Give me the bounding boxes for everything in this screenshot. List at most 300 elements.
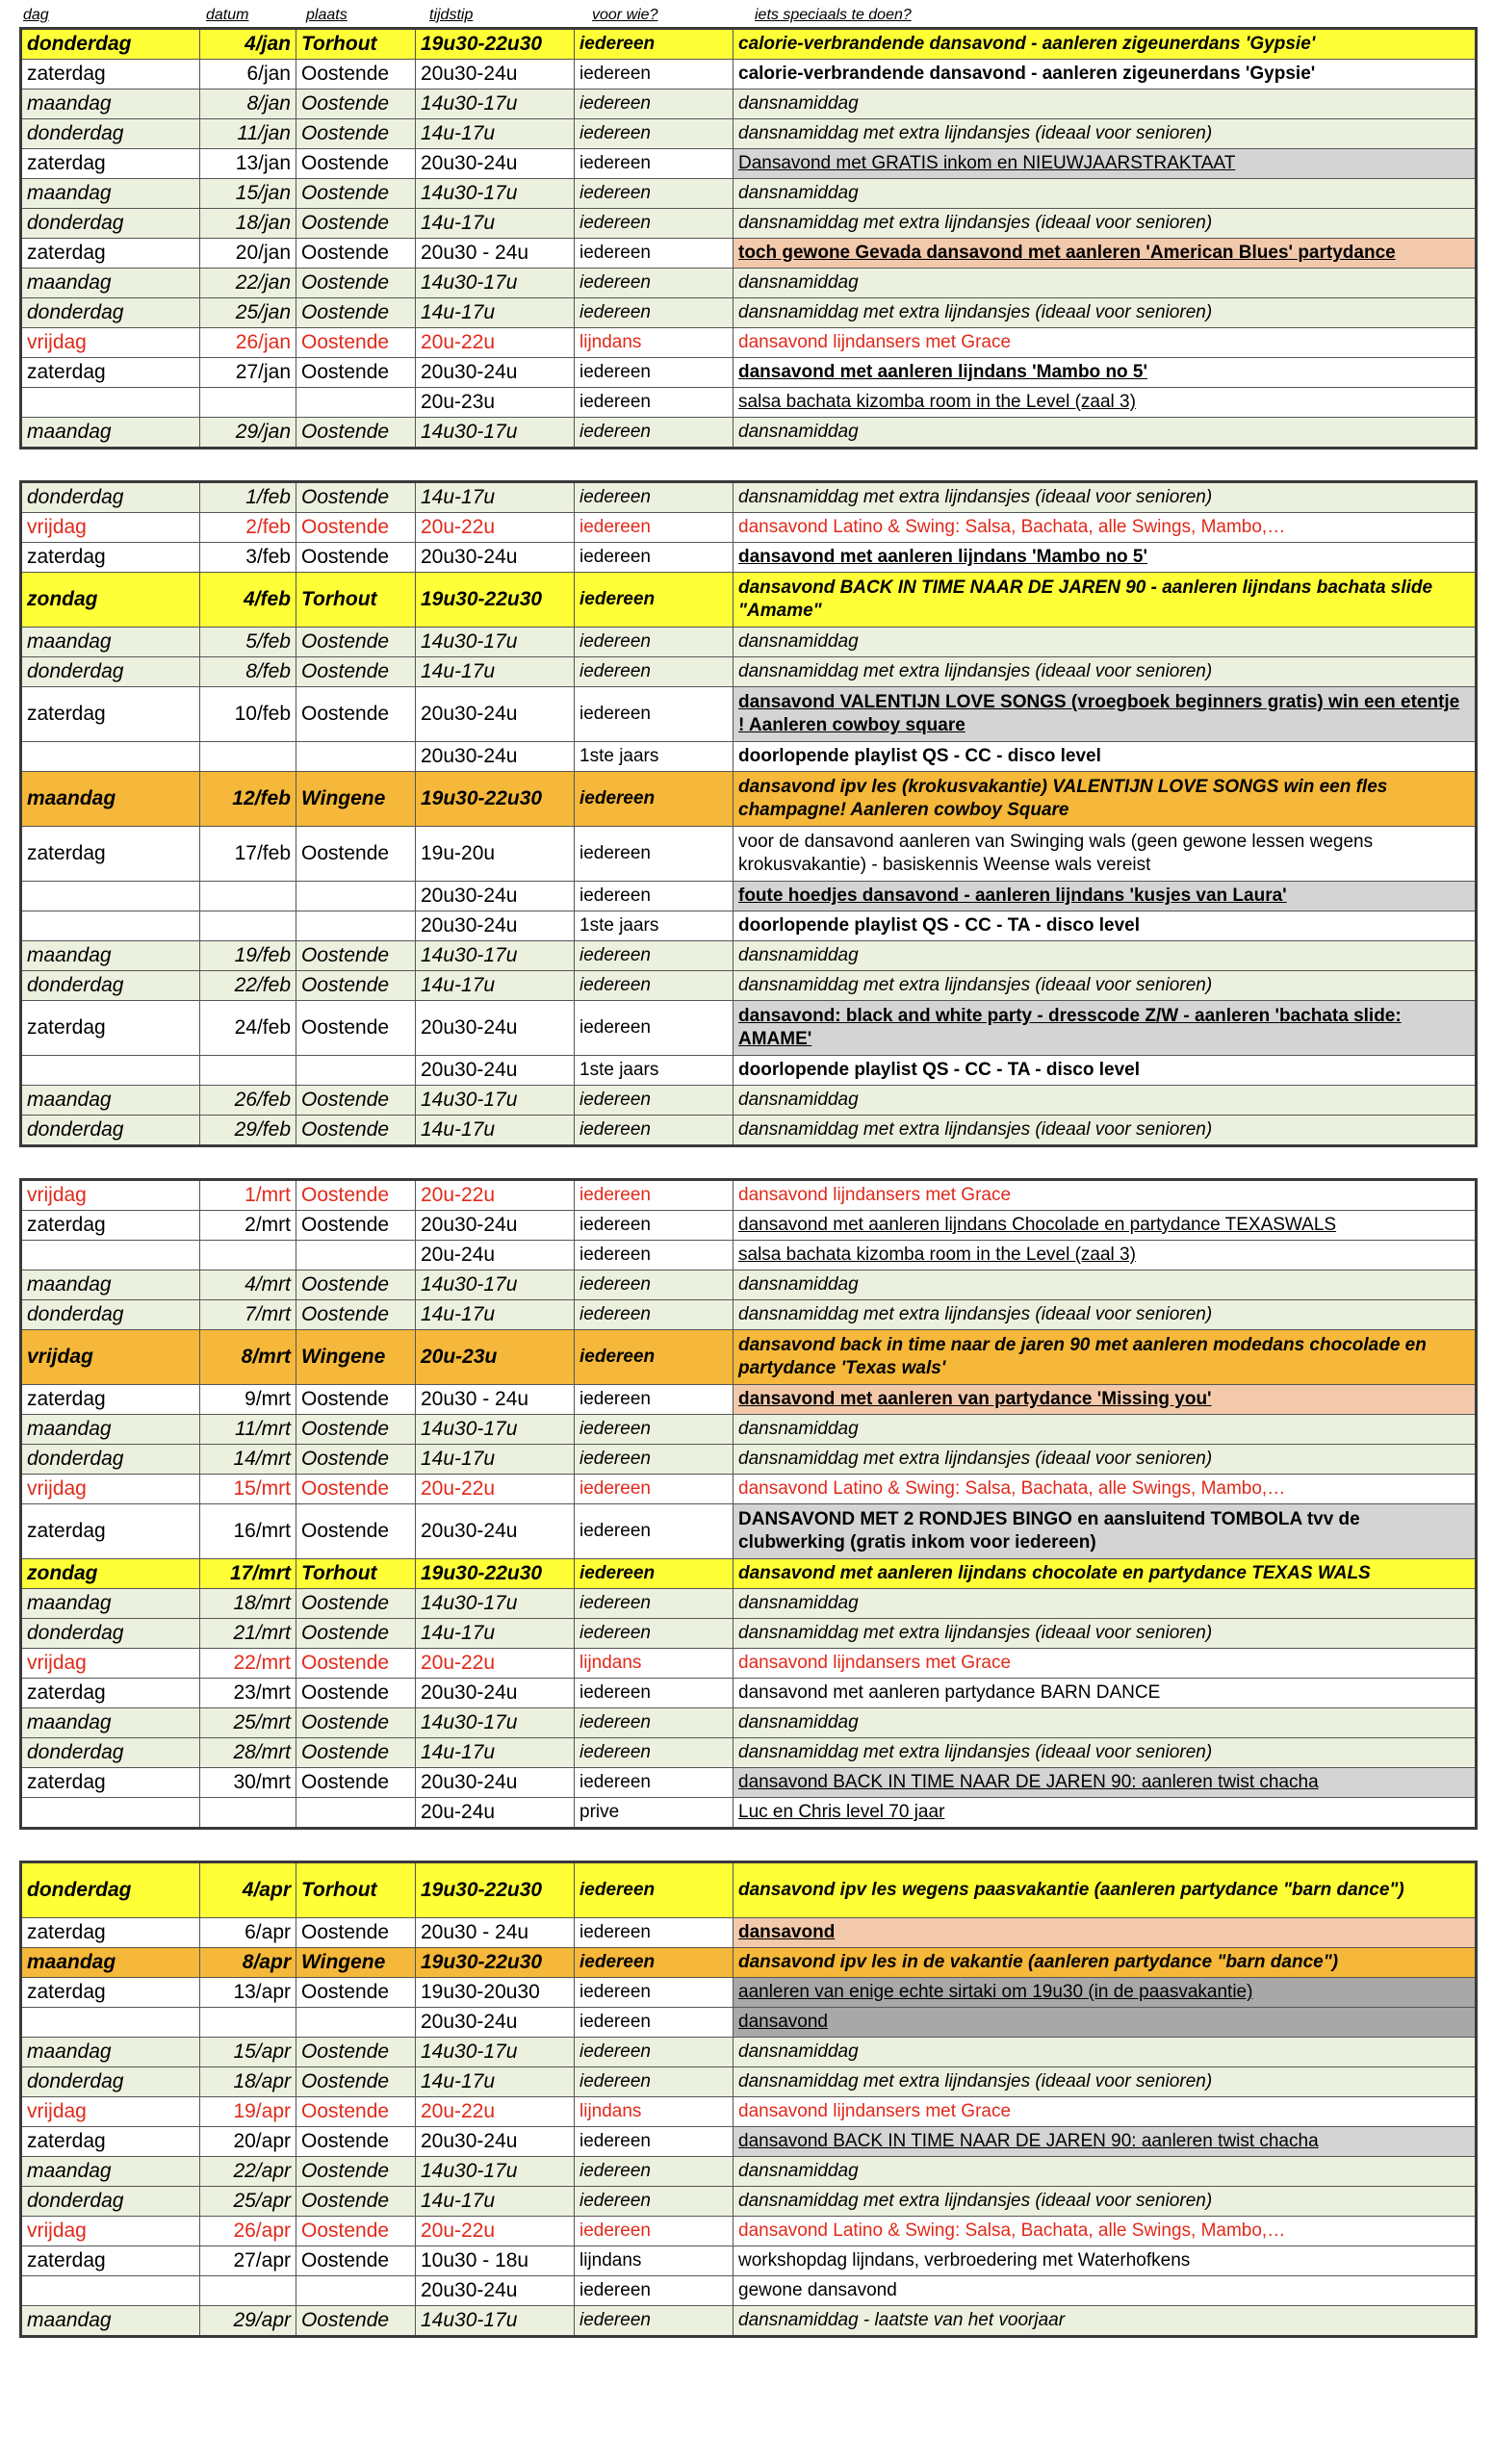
cell-desc: Dansavond met GRATIS inkom en NIEUWJAARSTRAKTAAT [734, 149, 1477, 179]
header-iets-speciaals: iets speciaals te doen? [755, 7, 912, 23]
cell-tijd: 14u-17u [416, 1116, 575, 1146]
cell-desc: dansnamiddag [734, 269, 1477, 298]
cell-tijd: 20u30-24u [416, 687, 575, 742]
cell-datum: 22/jan [200, 269, 296, 298]
cell-voor: iedereen [575, 1385, 734, 1415]
cell-voor: iedereen [575, 513, 734, 543]
schedule-row [21, 239, 1477, 269]
cell-desc: gewone dansavond [734, 2276, 1477, 2306]
schedule-row [21, 513, 1477, 543]
header-plaats: plaats [306, 7, 348, 23]
cell-dag: maandag [21, 2157, 200, 2187]
cell-desc: calorie-verbrandende dansavond - aanleren zigeunerdans 'Gypsie' [734, 60, 1477, 90]
cell-plaats: Oostende [296, 1504, 416, 1559]
cell-dag: donderdag [21, 1738, 200, 1768]
cell-desc: dansavond ipv les (krokusvakantie) VALENTIJN LOVE SONGS win een fles champagne! Aanleren cowboy Square [734, 772, 1477, 827]
cell-voor: iedereen [575, 2306, 734, 2337]
schedule-row [21, 2157, 1477, 2187]
cell-desc: Luc en Chris level 70 jaar [734, 1798, 1477, 1829]
header-dag: dag [23, 7, 49, 23]
cell-dag: zaterdag [21, 687, 200, 742]
schedule-row [21, 149, 1477, 179]
schedule-row [21, 1798, 1477, 1829]
schedule-row [21, 2097, 1477, 2127]
month-table-maart [19, 1178, 1478, 1830]
cell-tijd: 19u30-22u30 [416, 1559, 575, 1589]
cell-datum: 30/mrt [200, 1768, 296, 1798]
cell-tijd: 14u-17u [416, 2187, 575, 2217]
cell-datum: 18/mrt [200, 1589, 296, 1619]
cell-tijd: 14u-17u [416, 1738, 575, 1768]
cell-voor: iedereen [575, 1270, 734, 1300]
cell-voor: iedereen [575, 1415, 734, 1445]
cell-plaats: Oostende [296, 1589, 416, 1619]
cell-desc: dansavond met aanleren lijndans 'Mambo no 5' [734, 543, 1477, 573]
cell-dag: maandag [21, 1708, 200, 1738]
cell-dag: zaterdag [21, 2246, 200, 2276]
cell-desc: dansavond back in time naar de jaren 90 met aanleren modedans chocolade en partydance 'Texas wals' [734, 1330, 1477, 1385]
cell-dag: zaterdag [21, 1001, 200, 1056]
cell-dag: donderdag [21, 1619, 200, 1649]
cell-desc: doorlopende playlist QS - CC - TA - disco level [734, 911, 1477, 941]
cell-dag: zaterdag [21, 827, 200, 882]
schedule-row [21, 328, 1477, 358]
cell-tijd: 20u-22u [416, 513, 575, 543]
cell-tijd: 20u-23u [416, 388, 575, 418]
cell-plaats: Oostende [296, 298, 416, 328]
cell-voor: iedereen [575, 1619, 734, 1649]
cell-dag: maandag [21, 628, 200, 657]
cell-voor: iedereen [575, 882, 734, 911]
cell-plaats: Oostende [296, 543, 416, 573]
cell-dag: maandag [21, 269, 200, 298]
cell-tijd: 14u-17u [416, 657, 575, 687]
cell-desc: aanleren van enige echte sirtaki om 19u30 (in de paasvakantie) [734, 1978, 1477, 2008]
cell-voor: iedereen [575, 2127, 734, 2157]
cell-voor: iedereen [575, 2008, 734, 2038]
cell-dag: maandag [21, 2038, 200, 2067]
schedule-row [21, 269, 1477, 298]
cell-voor: iedereen [575, 573, 734, 628]
cell-plaats: Oostende [296, 2246, 416, 2276]
cell-datum: 24/feb [200, 1001, 296, 1056]
cell-tijd: 19u30-20u30 [416, 1978, 575, 2008]
cell-voor: iedereen [575, 2038, 734, 2067]
cell-tijd: 14u30-17u [416, 1589, 575, 1619]
schedule-row [21, 2306, 1477, 2337]
cell-dag: zaterdag [21, 1978, 200, 2008]
cell-tijd: 20u30 - 24u [416, 239, 575, 269]
schedule-row [21, 1241, 1477, 1270]
cell-tijd: 14u30-17u [416, 179, 575, 209]
cell-voor: iedereen [575, 1116, 734, 1146]
schedule-row [21, 1270, 1477, 1300]
schedule-row [21, 209, 1477, 239]
schedule-row [21, 742, 1477, 772]
cell-tijd: 19u30-22u30 [416, 772, 575, 827]
cell-voor: lijndans [575, 2097, 734, 2127]
schedule-row [21, 179, 1477, 209]
cell-voor: iedereen [575, 1978, 734, 2008]
cell-desc: dansavond Latino & Swing: Salsa, Bachata, alle Swings, Mambo,… [734, 513, 1477, 543]
cell-datum: 21/mrt [200, 1619, 296, 1649]
cell-dag: maandag [21, 418, 200, 449]
cell-plaats: Oostende [296, 1619, 416, 1649]
cell-desc: dansnamiddag met extra lijndansjes (ideaal voor senioren) [734, 1300, 1477, 1330]
header-datum: datum [206, 7, 249, 23]
cell-plaats: Oostende [296, 90, 416, 119]
cell-plaats: Oostende [296, 827, 416, 882]
cell-plaats: Oostende [296, 1445, 416, 1475]
schedule-row [21, 1330, 1477, 1385]
cell-voor: lijndans [575, 1649, 734, 1679]
cell-desc: dansnamiddag met extra lijndansjes (ideaal voor senioren) [734, 1738, 1477, 1768]
cell-datum: 25/mrt [200, 1708, 296, 1738]
cell-plaats: Oostende [296, 513, 416, 543]
cell-datum: 3/feb [200, 543, 296, 573]
cell-datum: 1/feb [200, 482, 296, 513]
cell-desc: dansavond lijndansers met Grace [734, 1180, 1477, 1211]
cell-dag: zaterdag [21, 60, 200, 90]
cell-plaats: Oostende [296, 239, 416, 269]
cell-plaats: Oostende [296, 1918, 416, 1948]
cell-voor: iedereen [575, 1475, 734, 1504]
cell-voor: iedereen [575, 2276, 734, 2306]
cell-voor: 1ste jaars [575, 742, 734, 772]
cell-plaats: Oostende [296, 1649, 416, 1679]
cell-desc: dansavond BACK IN TIME NAAR DE JAREN 90 - aanleren lijndans bachata slide "Amame" [734, 573, 1477, 628]
cell-plaats: Oostende [296, 209, 416, 239]
cell-datum: 20/apr [200, 2127, 296, 2157]
cell-desc: dansavond Latino & Swing: Salsa, Bachata, alle Swings, Mambo,… [734, 1475, 1477, 1504]
cell-tijd: 20u-22u [416, 1475, 575, 1504]
cell-voor: iedereen [575, 1948, 734, 1978]
cell-tijd: 20u30-24u [416, 1211, 575, 1241]
cell-dag: zondag [21, 1559, 200, 1589]
cell-dag: donderdag [21, 2187, 200, 2217]
schedule-row [21, 1708, 1477, 1738]
cell-tijd: 20u30-24u [416, 742, 575, 772]
schedule-row [21, 2187, 1477, 2217]
cell-datum: 26/apr [200, 2217, 296, 2246]
cell-tijd: 14u30-17u [416, 269, 575, 298]
cell-plaats: Oostende [296, 2187, 416, 2217]
cell-voor: iedereen [575, 1679, 734, 1708]
cell-plaats [296, 1241, 416, 1270]
cell-tijd: 19u30-22u30 [416, 1948, 575, 1978]
cell-datum: 10/feb [200, 687, 296, 742]
schedule-row [21, 29, 1477, 60]
cell-dag: zaterdag [21, 239, 200, 269]
cell-voor: iedereen [575, 941, 734, 971]
cell-voor: iedereen [575, 90, 734, 119]
cell-desc: dansavond BACK IN TIME NAAR DE JAREN 90: aanleren twist chacha [734, 1768, 1477, 1798]
cell-datum: 4/mrt [200, 1270, 296, 1300]
cell-datum: 26/feb [200, 1086, 296, 1116]
schedule-row [21, 772, 1477, 827]
cell-dag: vrijdag [21, 1649, 200, 1679]
schedule-row [21, 827, 1477, 882]
cell-tijd: 14u-17u [416, 971, 575, 1001]
cell-datum: 20/jan [200, 239, 296, 269]
cell-desc: dansavond [734, 2008, 1477, 2038]
cell-tijd: 14u30-17u [416, 1270, 575, 1300]
cell-tijd: 14u-17u [416, 482, 575, 513]
cell-dag: donderdag [21, 971, 200, 1001]
cell-voor: iedereen [575, 239, 734, 269]
cell-voor: iedereen [575, 1001, 734, 1056]
cell-dag: donderdag [21, 657, 200, 687]
cell-plaats: Torhout [296, 1559, 416, 1589]
cell-plaats: Oostende [296, 1475, 416, 1504]
cell-dag: zaterdag [21, 1385, 200, 1415]
schedule-row [21, 119, 1477, 149]
cell-plaats: Oostende [296, 1001, 416, 1056]
cell-desc: dansavond met aanleren van partydance 'Missing you' [734, 1385, 1477, 1415]
cell-dag: donderdag [21, 1862, 200, 1918]
cell-desc: salsa bachata kizomba room in the Level (zaal 3) [734, 388, 1477, 418]
cell-datum [200, 1241, 296, 1270]
cell-dag: zaterdag [21, 1211, 200, 1241]
cell-tijd: 14u-17u [416, 1300, 575, 1330]
cell-tijd: 14u-17u [416, 1619, 575, 1649]
cell-dag [21, 2276, 200, 2306]
cell-voor: iedereen [575, 1300, 734, 1330]
schedule-row [21, 657, 1477, 687]
cell-datum [200, 2008, 296, 2038]
cell-datum: 15/mrt [200, 1475, 296, 1504]
cell-plaats [296, 1798, 416, 1829]
cell-tijd: 20u-24u [416, 1241, 575, 1270]
schedule-row [21, 1415, 1477, 1445]
cell-desc: salsa bachata kizomba room in the Level (zaal 3) [734, 1241, 1477, 1270]
cell-voor: iedereen [575, 1330, 734, 1385]
cell-dag: maandag [21, 1086, 200, 1116]
cell-plaats [296, 1056, 416, 1086]
cell-desc: dansnamiddag [734, 2038, 1477, 2067]
cell-tijd: 10u30 - 18u [416, 2246, 575, 2276]
cell-desc: dansavond VALENTIJN LOVE SONGS (vroegboek beginners gratis) win een etentje ! Aanleren cowboy square [734, 687, 1477, 742]
schedule-row [21, 1116, 1477, 1146]
cell-plaats: Oostende [296, 269, 416, 298]
cell-tijd: 20u30-24u [416, 358, 575, 388]
cell-dag: zaterdag [21, 1768, 200, 1798]
cell-voor: 1ste jaars [575, 911, 734, 941]
schedule-row [21, 1211, 1477, 1241]
cell-tijd: 20u30-24u [416, 2276, 575, 2306]
cell-plaats: Oostende [296, 1708, 416, 1738]
schedule-row [21, 941, 1477, 971]
cell-tijd: 20u30-24u [416, 149, 575, 179]
cell-desc: dansnamiddag [734, 628, 1477, 657]
cell-datum: 5/feb [200, 628, 296, 657]
cell-desc: dansnamiddag met extra lijndansjes (ideaal voor senioren) [734, 1619, 1477, 1649]
cell-tijd: 19u30-22u30 [416, 573, 575, 628]
cell-tijd: 20u-24u [416, 1798, 575, 1829]
cell-tijd: 20u30-24u [416, 1679, 575, 1708]
cell-datum: 25/apr [200, 2187, 296, 2217]
cell-desc: dansavond ipv les wegens paasvakantie (aanleren partydance "barn dance") [734, 1862, 1477, 1918]
cell-tijd: 19u30-22u30 [416, 29, 575, 60]
schedule-row [21, 573, 1477, 628]
cell-voor: iedereen [575, 418, 734, 449]
schedule-row [21, 1475, 1477, 1504]
cell-desc: dansnamiddag met extra lijndansjes (ideaal voor senioren) [734, 2067, 1477, 2097]
cell-plaats: Oostende [296, 1270, 416, 1300]
cell-desc: toch gewone Gevada dansavond met aanleren 'American Blues' partydance [734, 239, 1477, 269]
cell-tijd: 20u30-24u [416, 1504, 575, 1559]
cell-dag: donderdag [21, 1300, 200, 1330]
cell-desc: DANSAVOND MET 2 RONDJES BINGO en aansluitend TOMBOLA tvv de clubwerking (gratis inkom voor iedereen) [734, 1504, 1477, 1559]
schedule-row [21, 1559, 1477, 1589]
header-voor-wie: voor wie? [592, 7, 658, 23]
cell-desc: dansnamiddag [734, 90, 1477, 119]
cell-desc: dansavond lijndansers met Grace [734, 2097, 1477, 2127]
cell-datum: 15/jan [200, 179, 296, 209]
cell-plaats [296, 911, 416, 941]
cell-plaats: Oostende [296, 2157, 416, 2187]
cell-datum: 6/jan [200, 60, 296, 90]
cell-datum: 29/apr [200, 2306, 296, 2337]
cell-voor: iedereen [575, 209, 734, 239]
schedule-row [21, 543, 1477, 573]
cell-desc: dansavond met aanleren lijndans Chocolade en partydance TEXASWALS [734, 1211, 1477, 1241]
cell-tijd: 14u30-17u [416, 941, 575, 971]
cell-tijd: 14u30-17u [416, 90, 575, 119]
cell-voor: iedereen [575, 2217, 734, 2246]
cell-dag: zaterdag [21, 358, 200, 388]
cell-voor: prive [575, 1798, 734, 1829]
cell-voor: iedereen [575, 179, 734, 209]
cell-voor: iedereen [575, 1708, 734, 1738]
cell-desc: dansnamiddag met extra lijndansjes (ideaal voor senioren) [734, 1116, 1477, 1146]
cell-datum: 4/feb [200, 573, 296, 628]
cell-dag: vrijdag [21, 1475, 200, 1504]
schedule-row [21, 1862, 1477, 1918]
cell-tijd: 20u30 - 24u [416, 1918, 575, 1948]
cell-desc: voor de dansavond aanleren van Swinging wals (geen gewone lessen wegens krokusvakantie) - basiskennis Weense wals vereist [734, 827, 1477, 882]
cell-voor: iedereen [575, 1211, 734, 1241]
cell-plaats: Oostende [296, 2217, 416, 2246]
cell-plaats: Oostende [296, 358, 416, 388]
cell-dag [21, 1798, 200, 1829]
cell-desc: dansnamiddag [734, 179, 1477, 209]
cell-plaats [296, 742, 416, 772]
cell-voor: iedereen [575, 29, 734, 60]
schedule-row [21, 1180, 1477, 1211]
cell-dag: zaterdag [21, 543, 200, 573]
schedule-row [21, 1056, 1477, 1086]
cell-datum: 8/jan [200, 90, 296, 119]
schedule-row [21, 1978, 1477, 2008]
schedule-row [21, 1738, 1477, 1768]
cell-desc: doorlopende playlist QS - CC - TA - disco level [734, 1056, 1477, 1086]
cell-plaats: Oostende [296, 1086, 416, 1116]
cell-tijd: 20u30-24u [416, 882, 575, 911]
cell-datum: 27/jan [200, 358, 296, 388]
cell-datum: 8/apr [200, 1948, 296, 1978]
cell-tijd: 20u30 - 24u [416, 1385, 575, 1415]
cell-dag: maandag [21, 1589, 200, 1619]
cell-dag [21, 911, 200, 941]
cell-plaats [296, 2276, 416, 2306]
cell-plaats: Oostende [296, 941, 416, 971]
cell-voor: iedereen [575, 628, 734, 657]
cell-dag: donderdag [21, 119, 200, 149]
cell-voor: iedereen [575, 1241, 734, 1270]
cell-datum: 2/feb [200, 513, 296, 543]
cell-datum [200, 388, 296, 418]
schedule-row [21, 2038, 1477, 2067]
cell-datum: 17/feb [200, 827, 296, 882]
cell-tijd: 20u-22u [416, 1180, 575, 1211]
cell-datum: 28/mrt [200, 1738, 296, 1768]
schedule-sheet [19, 6, 1475, 2369]
cell-desc: dansavond: black and white party - dresscode Z/W - aanleren 'bachata slide: AMAME' [734, 1001, 1477, 1056]
cell-desc: dansnamiddag met extra lijndansjes (ideaal voor senioren) [734, 971, 1477, 1001]
cell-plaats: Torhout [296, 29, 416, 60]
cell-datum: 8/feb [200, 657, 296, 687]
cell-datum: 4/apr [200, 1862, 296, 1918]
cell-datum [200, 1798, 296, 1829]
cell-tijd: 20u-22u [416, 328, 575, 358]
cell-voor: iedereen [575, 827, 734, 882]
cell-plaats: Oostende [296, 2127, 416, 2157]
cell-tijd: 14u30-17u [416, 2306, 575, 2337]
schedule-row [21, 911, 1477, 941]
cell-dag: vrijdag [21, 2097, 200, 2127]
cell-voor: iedereen [575, 482, 734, 513]
cell-dag: maandag [21, 941, 200, 971]
cell-desc: dansavond met aanleren partydance BARN DANCE [734, 1679, 1477, 1708]
cell-plaats: Oostende [296, 119, 416, 149]
cell-tijd: 20u30-24u [416, 911, 575, 941]
cell-plaats: Oostende [296, 1978, 416, 2008]
cell-dag: maandag [21, 90, 200, 119]
cell-datum: 23/mrt [200, 1679, 296, 1708]
schedule-row [21, 1504, 1477, 1559]
cell-voor: iedereen [575, 1559, 734, 1589]
cell-voor: iedereen [575, 358, 734, 388]
cell-dag: donderdag [21, 2067, 200, 2097]
cell-dag: vrijdag [21, 1330, 200, 1385]
cell-plaats: Oostende [296, 179, 416, 209]
cell-datum: 11/jan [200, 119, 296, 149]
cell-plaats: Oostende [296, 1768, 416, 1798]
cell-plaats: Wingene [296, 1948, 416, 1978]
cell-desc: dansnamiddag met extra lijndansjes (ideaal voor senioren) [734, 298, 1477, 328]
cell-dag: donderdag [21, 1116, 200, 1146]
cell-datum: 2/mrt [200, 1211, 296, 1241]
schedule-row [21, 1679, 1477, 1708]
cell-desc: dansnamiddag [734, 1589, 1477, 1619]
schedule-row [21, 2127, 1477, 2157]
cell-tijd: 20u30-24u [416, 1056, 575, 1086]
cell-datum: 27/apr [200, 2246, 296, 2276]
cell-datum: 25/jan [200, 298, 296, 328]
cell-dag [21, 1056, 200, 1086]
schedule-row [21, 1300, 1477, 1330]
cell-tijd: 20u30-24u [416, 1768, 575, 1798]
cell-dag [21, 882, 200, 911]
cell-plaats: Oostende [296, 149, 416, 179]
cell-dag [21, 2008, 200, 2038]
cell-datum: 22/apr [200, 2157, 296, 2187]
schedule-row [21, 687, 1477, 742]
cell-voor: iedereen [575, 971, 734, 1001]
cell-desc: dansavond BACK IN TIME NAAR DE JAREN 90: aanleren twist chacha [734, 2127, 1477, 2157]
cell-datum: 22/feb [200, 971, 296, 1001]
